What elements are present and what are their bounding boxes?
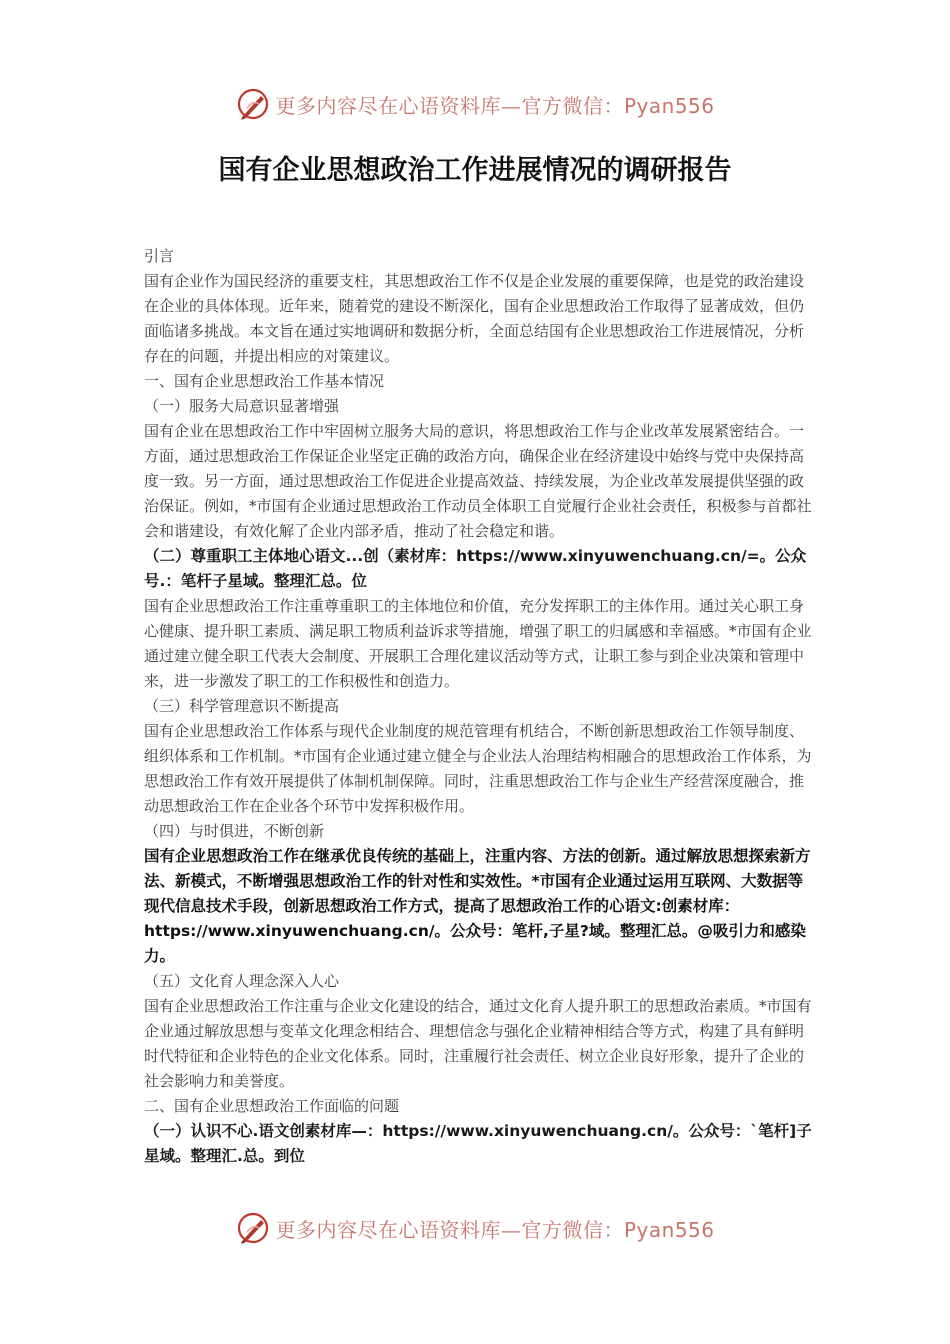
subsection-heading-1-2: （二）尊重职工主体地心语文...创（素材库：https://www.xinyuwenchuang.cn/=。公众号.：笔杆子星域。整理汇总。位 [144,547,807,590]
pen-logo-icon [235,86,271,122]
paragraph-1-1: 国有企业在思想政治工作中牢固树立服务大局的意识，将思想政治工作与企业改革发展紧密结合。一方面，通过思想政治工作保证企业坚定正确的政治方向，确保企业在经济建设中始终与党中央保持高度一致。另一方面，通过思想政治工作促进企业提高效益、持续发展，为企业改革发展提供坚强的政治保证。例如，*市国有企业通过思想政治工作动员全体职工自觉履行企业社会责任，积极参与首都社会和谐建设，有效化解了企业内部矛盾，推动了社会稳定和谐。 [144,422,812,540]
subsection-heading-1-5: （五）文化育人理念深入人心 [144,972,340,990]
document-title: 国有企业思想政治工作进展情况的调研报告 [218,155,732,186]
subsection-heading-2-1: （一）认识不心.语文创素材库—：https://www.xinyuwenchuang.cn/。公众号：`笔杆]子星域。整理汇.总。到位 [144,1122,812,1165]
section-heading-1: 一、国有企业思想政治工作基本情况 [144,372,385,390]
paragraph-1-4: 国有企业思想政治工作在继承优良传统的基础上，注重内容、方法的创新。通过解放思想探索新方法、新模式，不断增强思想政治工作的针对性和实效性。*市国有企业通过运用互联网、大数据等现代信息技术手段，创新思想政治工作方式，提高了思想政治工作的心语文:创素材库：https://www.xinyuwenchuang.cn/。公众号：笔杆,子星?域。整理汇总。@吸引力和感染力。 [144,847,811,965]
paragraph-1-5: 国有企业思想政治工作注重与企业文化建设的结合，通过文化育人提升职工的思想政治素质。*市国有企业通过解放思想与变革文化理念相结合、理想信念与强化企业精神相结合等方式，构建了具有鲜明时代特征和企业特色的企业文化体系。同时，注重履行社会责任、树立企业良好形象，提升了企业的社会影响力和美誉度。 [144,997,812,1090]
subsection-heading-1-3: （三）科学管理意识不断提高 [144,697,340,715]
header-banner-wechat: Pyan556 [623,93,715,118]
footer-banner [0,1208,950,1248]
section-heading-2: 二、国有企业思想政治工作面临的问题 [144,1097,400,1115]
pen-logo-icon [235,1210,271,1246]
paragraph-1-2: 国有企业思想政治工作注重尊重职工的主体地位和价值，充分发挥职工的主体作用。通过关心职工身心健康、提升职工素质、满足职工物质利益诉求等措施，增强了职工的归属感和幸福感。*市国有企业通过建立健全职工代表大会制度、开展职工合理化建议活动等方式，让职工参与到企业决策和管理中来，进一步激发了职工的工作积极性和创造力。 [144,597,812,690]
subsection-heading-1-4: （四）与时俱进，不断创新 [144,822,325,840]
subsection-heading-1-1: （一）服务大局意识显著增强 [144,397,340,415]
paragraph-1-3: 国有企业思想政治工作体系与现代企业制度的规范管理有机结合，不断创新思想政治工作领导制度、组织体系和工作机制。*市国有企业通过建立健全与企业法人治理结构相融合的思想政治工作体系，为思想政治工作有效开展提供了体制机制保障。同时，注重思想政治工作与企业生产经营深度融合，推动思想政治工作在企业各个环节中发挥积极作用。 [144,722,812,815]
intro-heading: 引言 [144,247,175,265]
intro-paragraph: 国有企业作为国民经济的重要支柱，其思想政治工作不仅是企业发展的重要保障，也是党的政治建设在企业的具体体现。近年来，随着党的建设不断深化，国有企业思想政治工作取得了显著成效，但仍面临诸多挑战。本文旨在通过实地调研和数据分析，全面总结国有企业思想政治工作进展情况，分析存在的问题，并提出相应的对策建议。 [144,272,805,365]
header-banner-text: 更多内容尽在心语资料库—官方微信：Pyan556 [275,93,715,118]
document-body [144,244,816,1169]
header-banner [0,84,950,124]
footer-banner-text: 更多内容尽在心语资料库—官方微信：Pyan556 [275,1217,715,1242]
footer-banner-wechat: Pyan556 [623,1217,715,1242]
